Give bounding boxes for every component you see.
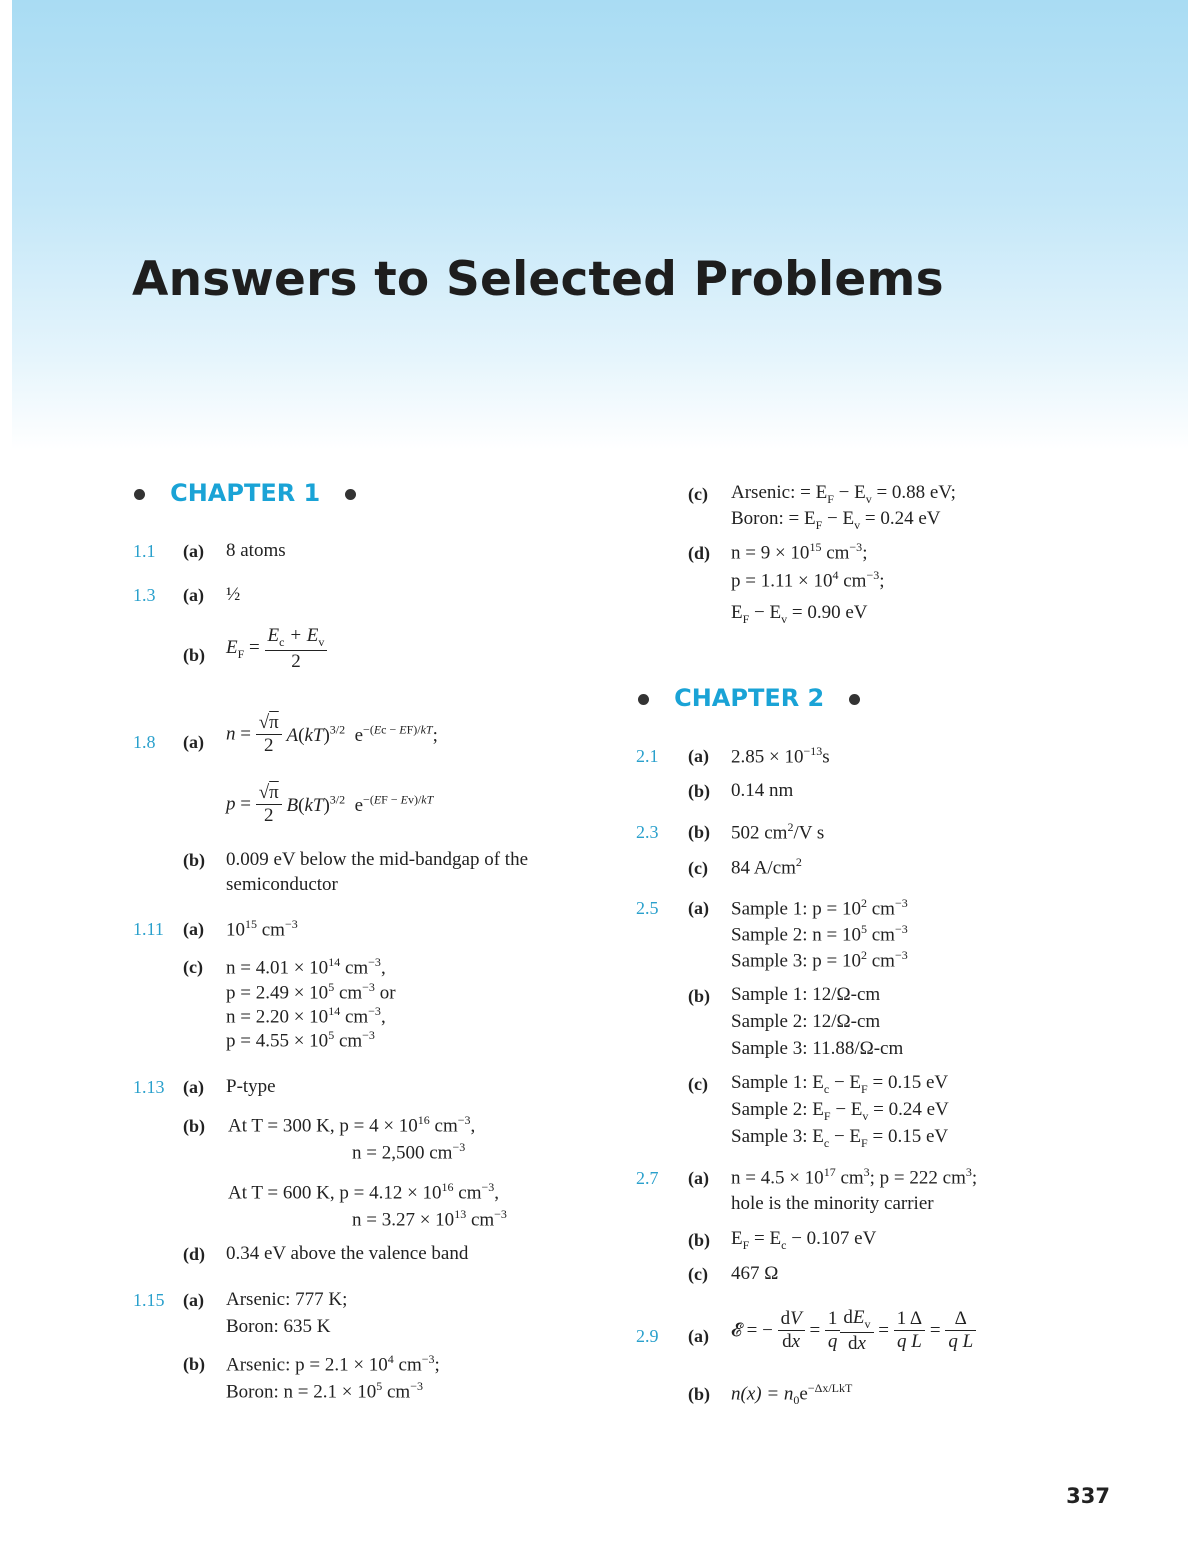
answer-text: Arsenic: 777 K; [226,1289,348,1310]
answer-text: $p = 2.49 \times 10^5$ $cm^{-3}$ or [226,980,396,1004]
answer-text: ½ [226,584,241,605]
part-label: (b) [688,781,710,801]
answer-text: P-type [226,1076,276,1097]
part-label: (a) [183,585,204,605]
problem-number: 2.3 [636,822,659,842]
answer-equation-n: n = $\frac{√\pi}{2}$ A(kT)$^{3/2}$ $e^{-(Ec - EF)/kT}$; [226,712,438,756]
answer-text: $n(x) = n_0e^{-\Delta x/LkT}$ [731,1381,853,1408]
answer-text: Arsenic: $p = 2.1 \times 10^4$ $cm^{-3}$; [226,1352,440,1376]
page-number: 337 [1066,1484,1110,1508]
part-label: (b) [183,1116,205,1136]
answer-text: $E_F = E_c - 0.107$ eV [731,1228,877,1252]
part-label: (b) [688,1230,710,1250]
answer-text: Sample 2: $E_F - E_v = 0.24$ eV [731,1099,949,1123]
answer-text: semiconductor [226,874,338,895]
chapter-1-label: CHAPTER 1 [170,479,321,507]
problem-number: 1.3 [133,585,156,605]
part-label: (a) [183,541,204,561]
part-label: (a) [688,898,709,918]
part-label: (b) [183,645,205,665]
problem-number: 1.8 [133,732,156,752]
answer-text: 0.14 nm [731,780,794,801]
bullet-icon [849,694,860,705]
bullet-icon [638,694,649,705]
part-label: (c) [183,957,203,977]
answer-equation-field: 𝓔 = − $\frac{dV}{dx}$ = $\frac{1}{q}$ $\frac{dE_v}{dx}$ = $\frac{1 \Delta}{\text{q L}}$ = $\frac{\Delta}{\text{q L}}$ [731,1307,976,1355]
answer-text: $p = 4.55 \times 10^5$ $cm^{-3}$ [226,1028,375,1052]
answer-text: 0.009 eV below the mid-bandgap of the [226,849,528,870]
problem-number: 1.15 [133,1290,165,1310]
part-label: (b) [688,822,710,842]
answer-text: Boron: $n = 2.1 \times 10^5$ $cm^{-3}$ [226,1379,423,1403]
answer-text: Sample 2: 12/Ω-cm [731,1011,881,1032]
part-label: (b) [688,986,710,1006]
header-banner [12,0,1188,450]
answer-text: 84 $A/cm^2$ [731,855,802,879]
answer-text: $10^{15}$ $cm^{-3}$ [226,917,298,941]
answer-text: Sample 1: $p = 10^2$ $cm^{-3}$ [731,896,908,920]
answer-text: hole is the minority carrier [731,1193,934,1214]
part-label: (d) [688,543,710,563]
problem-number: 2.1 [636,746,659,766]
answer-text: $n = 4.5 \times 10^{17}$ $cm^3$; p = 222 $cm^3$; [731,1165,978,1189]
part-label: (a) [688,1326,709,1346]
problem-number: 1.11 [133,919,164,939]
answer-text: Boron: 635 K [226,1316,331,1337]
answer-text: $E_F - E_v = 0.90$ eV [731,602,868,626]
answer-text: $2.85 \times 10^{-13}s$ [731,744,830,768]
answer-text: $n = 3.27 \times 10^{13}$ $cm^{-3}$ [352,1207,507,1231]
part-label: (c) [688,1264,708,1284]
part-label: (b) [183,850,205,870]
page-title: Answers to Selected Problems [132,252,944,307]
part-label: (a) [183,1290,204,1310]
chapter-1-heading [134,479,356,507]
answer-text: Sample 1: 12/Ω-cm [731,984,881,1005]
problem-number: 2.9 [636,1326,659,1346]
answer-equation: $E_F$ = $\frac{E_c + E_v}{2}$ [226,625,327,673]
part-label: (b) [183,1354,205,1374]
part-label: (c) [688,1074,708,1094]
answer-text: At T = 600 K, $p = 4.12 \times 10^{16}$ $cm^{-3}$, [228,1180,500,1204]
answer-text: 8 atoms [226,540,286,561]
part-label: (a) [183,1077,204,1097]
bullet-icon [345,489,356,500]
bullet-icon [134,489,145,500]
answer-text: $n = 2.20 \times 10^{14}$ $cm^{-3}$, [226,1004,386,1028]
part-label: (c) [688,484,708,504]
part-label: (a) [183,732,204,752]
answer-text: Sample 1: $E_c - E_F = 0.15$ eV [731,1072,949,1096]
answer-equation-p: p = $\frac{√\pi}{2}$ B(kT)$^{3/2}$ $e^{-(EF - Ev)/kT}$ [226,782,434,826]
answer-text: 502 $cm^2/V$ s [731,820,825,844]
chapter-2-heading [638,684,860,712]
answer-text: $n = 9 \times 10^{15}$ $cm^{-3}$; [731,540,868,564]
problem-number: 1.1 [133,541,156,561]
problem-number: 2.7 [636,1168,659,1188]
answer-text: Sample 2: $n = 10^5$ $cm^{-3}$ [731,922,908,946]
chapter-2-label: CHAPTER 2 [674,684,825,712]
answer-text: Arsenic: = $E_F - E_v = 0.88$ eV; [731,482,956,506]
part-label: (b) [688,1384,710,1404]
problem-number: 2.5 [636,898,659,918]
answer-text: Sample 3: $E_c - E_F = 0.15$ eV [731,1126,949,1150]
part-label: (a) [183,919,204,939]
part-label: (a) [688,746,709,766]
answer-text: n = 2,500 $cm^{-3}$ [352,1140,466,1164]
answer-text: $p = 1.11 \times 10^4$ $cm^{-3}$; [731,568,885,592]
answer-text: At T = 300 K, $p = 4 \times 10^{16}$ $cm^{-3}$, [228,1113,476,1137]
answer-text: Sample 3: $p = 10^2$ $cm^{-3}$ [731,948,908,972]
part-label: (d) [183,1244,205,1264]
answer-text: Sample 3: 11.88/Ω-cm [731,1038,904,1059]
answer-text: $n = 4.01 \times 10^{14}$ $cm^{-3}$, [226,955,386,979]
answer-text: Boron: = $E_F - E_v = 0.24$ eV [731,508,941,532]
answer-text: 467 Ω [731,1263,779,1284]
part-label: (c) [688,858,708,878]
answer-text: 0.34 eV above the valence band [226,1243,469,1264]
part-label: (a) [688,1168,709,1188]
problem-number: 1.13 [133,1077,165,1097]
